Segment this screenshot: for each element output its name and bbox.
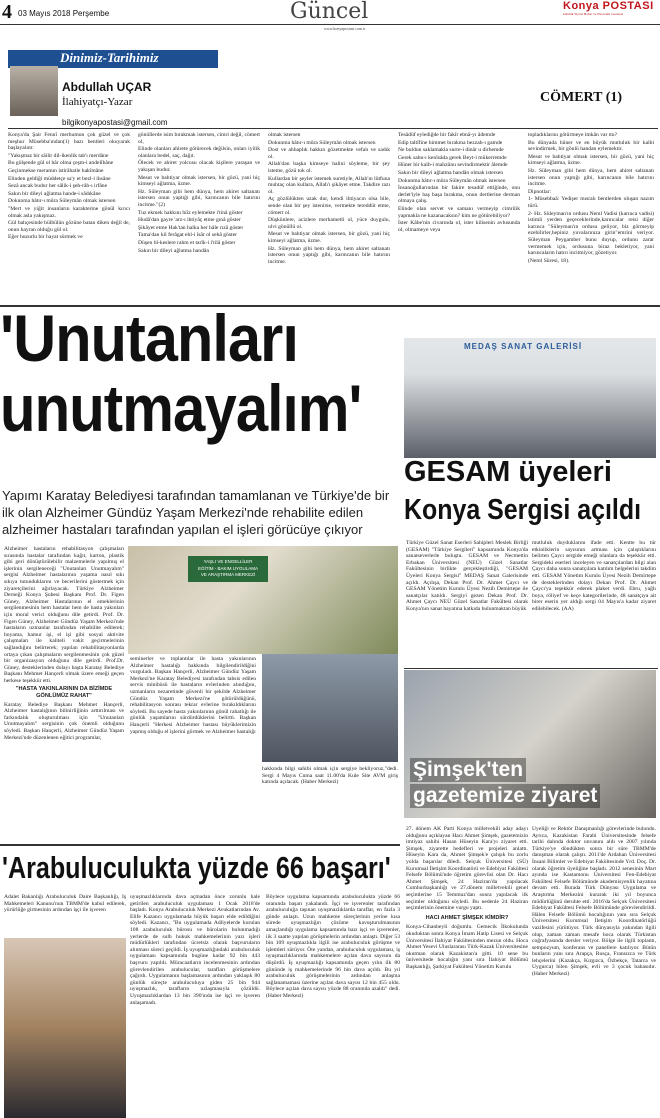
arab-photo — [4, 938, 126, 1118]
column-text-3: olmak istersen Dokunma hâtır-ı mûra Süleymân olmak istersen Dost ve ahbaplık hakkın gözetmekte vefalı ve sadık ol. Allah'dan başka kimseye halini söyleme, bir şey isteme, gözü tok ol. Kullardan bir şeyler istemek suretiyle, Allah'ın lütfuna muhtaç olan kullara, Allah'ı şikâyet etme. Takdire razı ol. Aç gözlülükten uzak dur, kendi ihtiyacın olsa bile, sende olan bir şey istenirse, vermekte tereddüt etme, cömert ol. Düşkünlere, acizlere merhametli ol, yüce duygulu, ulvi gönüllü ol. Mesut ve bahtiyar olmak istersen, bir gözü, yani hiç kimseyi ağlatma, üzme. Hz. Süleyman gibi hem dünya, hem ahiret saltanatı istersen onun yaptığı gibi, karıncanın bile hatırını incitme. — [268, 132, 390, 265]
column-text-4: Tesâdüf eylediğde bir fakîr ebnâ-yı âdemde Edip taltîfine himmet bırakma bezzah-ı gamde Ne buldun saklamakla surre-i dinâr u dirhemde Gerek sahn-ı kenîsâda gerek Beyt-i mükerremde Hüner bir kalb-i mahzûnu sevindirmektir âlemde Sakın bir dileyi ağlatma handân olmak istersen Dokunma hâtır-ı mûra Süleymân olmak istersen İnsanoğullarından bir fakire tesadüf ettiğinde, onu derlet'iyle baş başa bırakma, onun dertlerine derman olmaya çalış. Elinde olan servet ve samanı vermeyip cimrilik yapmakla ne kazanacaksın? kim ne götürebiliyor? İster Kâbe'nin civarında ol, ister kilisenin avlusunda ol, olmameye veya — [398, 132, 520, 233]
alz-subhead-2: ilk olan Alzheimer Gündüz Yaşam Merkezi'nde rehabilite edilen — [2, 505, 364, 520]
gallery-sign: MEDAŞ SANAT GALERİSİ — [464, 342, 583, 351]
column-text-2: gönüllerde isim bırakmak istersen, cimri değil, cömert ol, Elinde olanları ahirete götürecek değilsin, onları iyilik olanlara bedel, saç, dağıt. Ölecek ve ahiret yolcusu olacak kişilere yaraşan ve yakışan budur. Mesut ve bahtiyar olmak istersen, bir gözü, yani hiç kimseyi ağlatma, üzme. Hz. Süleyman gibi hem dünya, hem ahiret saltanatı istersen onun yaptığı gibi, karıncanın bile hatırını incitme."(2) Tuz ekmek hakkını hiîz eylemekte i'tinâ göster Hudâ'dan gayre 'arz-ı ihtiyâç etme gınâ göster Şikâyet etme Hak'tan halka her hâle rızâ göster Tama'dan kil ferâgat ehl-i îsâr ol sehâ göster Düşen bî-keslere rahm et tarîk-i i'tilâ göster Sakın bir dileyi ağlatma handân — [138, 132, 260, 254]
section-title: Güncel — [290, 0, 369, 24]
alz-photo-visitors — [262, 654, 398, 762]
gesam-headline-1: GESAM üyeleri — [404, 456, 612, 488]
author-email: bilgikonyapostasi@gmail.com — [62, 118, 168, 127]
column-banner-text: Dinimiz-Tarihimiz — [60, 50, 159, 65]
alz-headline-1: 'Unutanları — [0, 301, 298, 375]
alz-subhead-1: Yapımı Karatay Belediyesi tarafından tamamlanan ve Türkiye'de bir — [2, 488, 390, 503]
alz-subheading: "HASTA YAKINLARININ DA BİZİMDE GÖNLÜMÜZ RAHAT" — [15, 686, 113, 700]
simsek-headline-2: gazetemize ziyaret — [410, 784, 600, 808]
logo-subtitle: Günlük Siyasi Haber ve Ekonomi Gazetesi — [563, 12, 624, 16]
gesam-photo — [404, 338, 656, 458]
author-name: Abdullah UÇAR — [62, 80, 152, 94]
website: www.konyapostasi.com.tr — [324, 26, 366, 31]
page-number: 4 — [2, 1, 12, 23]
arab-headline: 'Arabuluculukta yüzde 66 başarı' — [2, 850, 391, 885]
alz-text-3: hakkında bilgi sahibi olmak için sergiye bekliyoruz,"dedi. Sergi 4 Mayıs Cuma saat 11.00'da Kule Site AVM giriş katında açılacak. (Haber Merkezi) — [262, 766, 398, 786]
arab-text-1: Adalet Bakanlığı Arabuluculuk Daire Başkanlığı, İş Mahkemeleri Kanunu'nun TBMM'de kabul edilerek, yürürlüğe girmesinin ardından işçi ile işveren — [4, 894, 126, 914]
column-text-5: topladıklarını götürmeye imkân var mı? Bu dünyada hüner ve en büyük mutluluk bir kalbi sevindirmek, bir gönlü handan eylemektir. Mesut ve bahtiyar olmak istersen, bir gözü, yani hiç kimseyi ağlatma, üzme. Hz. Süleyman gibi hem dünya, hem ahiret saltanatı istersen onun yaptığı gibi, karıncanın bile hatırını incitme. Dipnotlar: 1- Müsebbaâ: Yedişer mısralı bentlerden oluşan nazım türü. 2- Hz. Süleyman'ın ordusu Neml Vadisi (karınca vadisi) istimli yerden geçeceklerinde,karıncalar reisi diğer karınca "Süleyman'ın ordusu geliyor, biz görmeyip ezebilirler,hepiniz yuvalarınıza girin"emrini veriyor. Süleyman Peygamber bunu duyup, ordunu zarar vermemek için, ordusuna biraz bekletiyor, yani karıncaların hatırı incitmiyor, gözetiyor. (Neml Süresi, 18). — [528, 132, 654, 264]
gesam-text-2: mutluluk duyduklarını ifade etti. Kentte bu tür etkinliklerin sayısının artması için çalıştıklarını belirten Çaycı sergide emeği olanlara da teşekkür etti. Sergideki eserleri inceleyen ve sanatçılardan bilgi alan Çaycı daha sonra sanatçılara katılım belgelerini takdim etti. GESAM Yönetim Kurulu Üyesi Nezih Demirtepe de desteklerinden dolayı Dekan Prof. Dr. Ahmet Çaycı'ya teşekkür ederek plaket verdi. Ebru, yağlı boya, röliyef ve keçe kategorilerinde, 48 sanatçıya ait birer eserin yer aldığı sergi 04 Mayıs'a kadar ziyaret edilebilecek. (AA) — [532, 540, 656, 612]
column-text-1: Konya'da Şair Fennî merhumun çok güzel ve çok meşhur Müsebba'ından(1) bazı bentleri okuyarak başlayalım: "Yakışmaz bir sâilir dil-ikenlik tab'ı merdâne Bu gülşende gül ol hâr olma çeşm-i andelîbâne Geçinmekse meramın istirâhatle hakîmâne Elinden geldiği müddetçe sa'y et bezl-i ihsâne Sezâ ancak budur her sâlik-i şeh-râh-ı irfâne Sakın bir dileyi ağlatma hande-i sâdıkâne Dokunma hâtır-ı mûra Süleymân olmak istersen "Mert ve yiğit insanların karakterine gönül kırıcı olmak asla yakışmaz. Gül bahçesinde bülbülün gözüne batan diken değil de, onun hayran olduğu gül ol. Eğer huzurlu bir hayat sürmek ve — [8, 132, 130, 241]
simsek-headline-1: Şimşek'ten — [410, 758, 526, 782]
logo-text: Konya POSTASI — [563, 0, 654, 12]
issue-date: 03 Mayıs 2018 Perşembe — [18, 9, 110, 18]
page-header — [0, 0, 660, 31]
alz-headline-2: unutmayalım' — [0, 371, 362, 445]
simsek-text-2: Üyeliği ve Rektör Danışmanlığı görevlerinde bulundu. Ayrıca, Kazakistan Farabi Üniversitesinde felsefe tarihi dalında doktor unvanını aldı ve 2007 yılında Türkiye'ye döndükten sonra bir süre TBMM'de danışman olarak çalıştı. 2011'de Ardahan Üniversitesi İnsani Bilimler ve Edebiyat Fakültesinde Yrd. Doç. Dr. olarak öğretim üyeliğine başladı. 2012 senesinin Mart ayında ise Kastamonu Üniversitesi Fen-Edebiyat Fakültesi Felsefe Bölümünde akademisyenlik hayatına devam etti. Burada Türk Dünyası Uygulama ve Araştırma Merkezini kurarak iki yıl boyunca müdürlüğünü deruhte etti. 2016'da Selçuk Üniversitesi Edebiyat Fakültesi Felsefe Bölümünde görevlendirildi. Hâlen Felsefe Bölümü hocalığının yanı sıra Selçuk Üniversitesi Kurumsal İletişim Koordinatörlüğü vazifesini yürütüyor. Türk dünyasıyla yakından ilgili olup, zaman zaman mesafe hoca olarak Türkistan coğrafyasında dersler veriyor. Bölge ile ilgili toplantı, sempozyum, konferans ve panellere katılıyor. Bütün bunların yanı sıra Arapça, Rusça, Fransızca ve Türk lehçelerini (Kazakça, Kırgızca, Özbekçe, Tatarca ve Uygurca) bilen Şimşek, evli ve 3 çocuk babasıdır. (Haber Merkezi) — [532, 826, 656, 978]
gesam-text-1: Türkiye Güzel Sanat Eserleri Sahipleri Meslek Birliği (GESAM) "Türkiye Sergileri" kapsamında Konya'da sanatseverlerle buluştu. GESAM ve Necmettin Erbakan Üniversitesi (NEÜ) Güzel Sanatlar Fakültesinin birlikte gerçekleştirdiği, "GESAM Üyeleri Konya Sergisi" MEDAŞ Sanat Galerisinde açıldı. Açılışa, Dekan Prof. Dr. Ahmet Çaycı ve GESAM Yönetim Kurulu Üyesi Nezih Demirtepe ile sanatçılar katıldı. Sergiyi gezen Dekan Prof. Dr. Ahmet Çaycı NEÜ Güzel Sanatlar Fakültesi olarak Konya'nın sanat hayatına katkıda bulunmaktan büyük — [406, 540, 528, 612]
alz-photo-exhibit — [128, 546, 398, 654]
alz-text-2: seminerler ve toplantılar ile hasta yakınlarının Alzheimer hastalığı hakkında bilgilendirildiğini vurguladı. Başkan Hançerli, Alzheimer Gündüz Yaşam Merkezi'ne Karatay Belediyesi tarafından tahsis edilen servis minibüsü ile hastaların evlerinden alındığını, uzmanların nezaretinde güvenli bir şekilde Alzheimer Gündüz Yaşam Merkezi'ne götürüldüğünü, rehabilitasyon sonrası tekrar evlerine bırakıldıklarını söyledi. Bu sayede hasta yakınlarının gönül rahatlığı ile günlük yaşamlarını sürdürdüklerini belirtti. Başkan Hançerli "Herkesi Alzheimer hastası büyüklerimizin yapmış olduğu el işlerini görmek ve Alzheimer hastalığı — [130, 656, 256, 735]
arab-text-2: uyuşmazlıklarında dava açmadan önce zorunlu hale getirilen arabuluculuk uygulaması 1 Ocak 2018'de başladı. Konya Arabuluculuk Merkezi Avukatlarından Av. Elife Kazancı uygulamada büyük başarı elde edildiğini söyledi. Kazancı, "Bu uygulamada Adliyelerde kurulan 108 arabuluculuk bürosu ve bürolarin bulunmadığı yerlerde de sulh hukuk mahkemelerinin yazı işleri müdürlükleri tarafından ücretsiz olarak başvuruların alınması süreci geçildi. İş uyuşmazlığındaki arabuluculuk uygulaması kapsamında bugüne kadar 92 bin 443 başvuru yapıldı. Müracaatların incelenmesinin ardından görevlendirilen arabulucular, tarafları görüşmelere çağırdı. Uygulamanın başlamasının ardından yaklaşık 80 günlük süreçte arabuluculuya giden 25 bin 944 uyuşmazlık, tarafların uzlaşmasıyla çözüldü. Uyuşmazlıklardan 13 bin 390'ında ise işçi ve işveren anlaşamadı. — [130, 894, 260, 1006]
column-title: CÖMERT (1) — [540, 90, 623, 105]
alz-text-1: Alzheimer hastaların rehabilitasyon çalışmaları sırasında hastalar tarafından kağıt, karton, plastik gibi geri dönüştürülebilir malzemelerle yapılmış el işlerinin sergileneceği "Unutanları Unutmayalım" sergisi Alzheimer hastalarının yaşama nasıl sıkı sıkıya tutunduklarını ve becerilerini göstermek için ziyaretçilerini ağırlayacak. Türkiye Alzheimer Derneği Konya Şubesi Başkanı Prof. Dr. Figen Güney, Alzheimer Hastalarının el emeklerinin sergilenmesinin hem hastalar hem de hasta yakınları için moral verici olduğunu dile getirdi. Prof. Dr. Figen Güney, Alzheimer Gündüz Yaşam Merkezi'nde hastaların uzmanlar tarafından rehabilite edilerek; boyama, hamur işi, el işi gibi sosyal aktivite çalışmaları ile kaliteli vakit geçirmelerinin sağlandığını belirterek; yapılan rehabilitasyonlarda ortaya çıkan çalışmaların sergilenmesinin çok güzel bir organizasyon olduğunu dile getirdi. Prof.Dr. Güney, desteklerinden dolayı başta Karatay Belediye Başkanı Mehmet Hançerli olmak üzere emeği geçen herkese teşekkür etti. "HASTA YAKINLARININ DA BİZİMDE GÖNLÜMÜZ RAHAT" Karatay Belediye Başkanı Mehmet Hançerli, Alzheimer hastalığının bilinirliğinin arttırılması ve farkındalık oluşturulması için "Unutanları Unutmayalım" sergisinin çok önemli olduğunu söyledi. Başkan Hançerli, Alzheimer Gündüz Yaşam Merkezi'nde düzenlenen eğitici programlar, — [4, 546, 124, 741]
author-photo — [10, 66, 58, 116]
logo — [563, 0, 658, 22]
alz-subhead-3: alzheimer hastaları tarafından yapılan el işleri görücüye çıkıyor — [2, 522, 363, 537]
arab-text-3: Böylece uygulama kapsamında arabuluculukta yüzde 66 oranında başarı yakalandı. İşçi ve işverenler tarafından arabuluculuğa taşınan uyuşmazlıklarda taraflar, en fazla 3 günde anlaştı. Uzun mahkeme süreçlerinin yerine kısa sürede uyuşmazlığın çözüme kavuşturulmasının amaçlandığı uygulama kapsamında bazı işçi ve işverenler, iik 3 saatte yapılan görüşmelerin ardından anlaştı. Diğer 53 bin 109 uyuşmazlıkla ilgili ise arabuluculuk görüşme ve işlemleri sürüyor. Öte yandan, arabuluculuk uygulaması, iş uyuşmazlıklarında mahkemelere açılan dava sayısını da düşürdü. İş uyuşmazlığı kapsamında geçen yılın ilk 80 gününde iş mahkemelerinde 96 bin dava açıldı. Bu yıl arabuluculuk görüşmelerinin ardından anlaşma sağlanamaması üzerine açılan dava sayısı 12 bin 455 oldu. Böylece açılan dava sayısı yüzde 88 oranında azaldı" dedi. (Haber Merkezi) — [266, 894, 400, 999]
simsek-text-1: 27. dönem AK Parti Konya milletvekili aday adayı olduğunu açıklayan Hacı Ahmet Şimşek, gazetemizin imtiyaz sahibi Hasan Hüseyin Kara'yı ziyaret etti. Şimşek, ziyarette hedefleri ve projeleri anlattı. Hüseyin Kara da, Ahmet Şimşek'e çalışık bu zorlu yolda başarılar diledi. Selçuk Üniversitesi (SÜ) Kurumsal İletişim Koordinatörü ve Edebiyat Fakültesi Felsefe Bölümü'nde öğretim görevlisi olan Dr. Hacı Ahmet Şimşek, 24 Haziran'da yapılacak Cumhurbaşkanlığı ve 27.dönem milletvekili genel seçimlerine 15 Temmuz'dan sonra yapılacak ilk seçimler olduğunu söyledi. Bu nedenle 24 Haziran seçimlerinin önemine vurgu yaptı. HACI AHMET ŞİMŞEK KİMDİR? Konya-Cihanbeyli doğumlu. Gemecik İlkokulunda okuduktan sonra Konya İmam Hatip Lisesi ve Selçuk Üniversitesi İlahiyat Fakültesinden mezun oldu. Hoca Ahmet Yesevi Uluslararası Türk-Kazak Üniversitesine okutman olarak Kazakistan'a gitti. 10 sene bu üniversitede hocalığın yanı sıra İlahiyat Bölümü Başkanlığı, Şarkiyat Fakültesi Yönetim Kurulu — [406, 826, 528, 970]
author-role: İlahiyatçı-Yazar — [62, 96, 133, 108]
gesam-headline-2: Konya Sergisi açıldı — [404, 494, 642, 526]
photo-banner: YAŞLI VE ENGELLİLER EĞİTİM - BAKIM UYGULAMA VE ARAŞTIRMA MERKEZİ — [188, 556, 268, 582]
simsek-subheading: HACI AHMET ŞİMŞEK KİMDİR? — [425, 914, 509, 921]
